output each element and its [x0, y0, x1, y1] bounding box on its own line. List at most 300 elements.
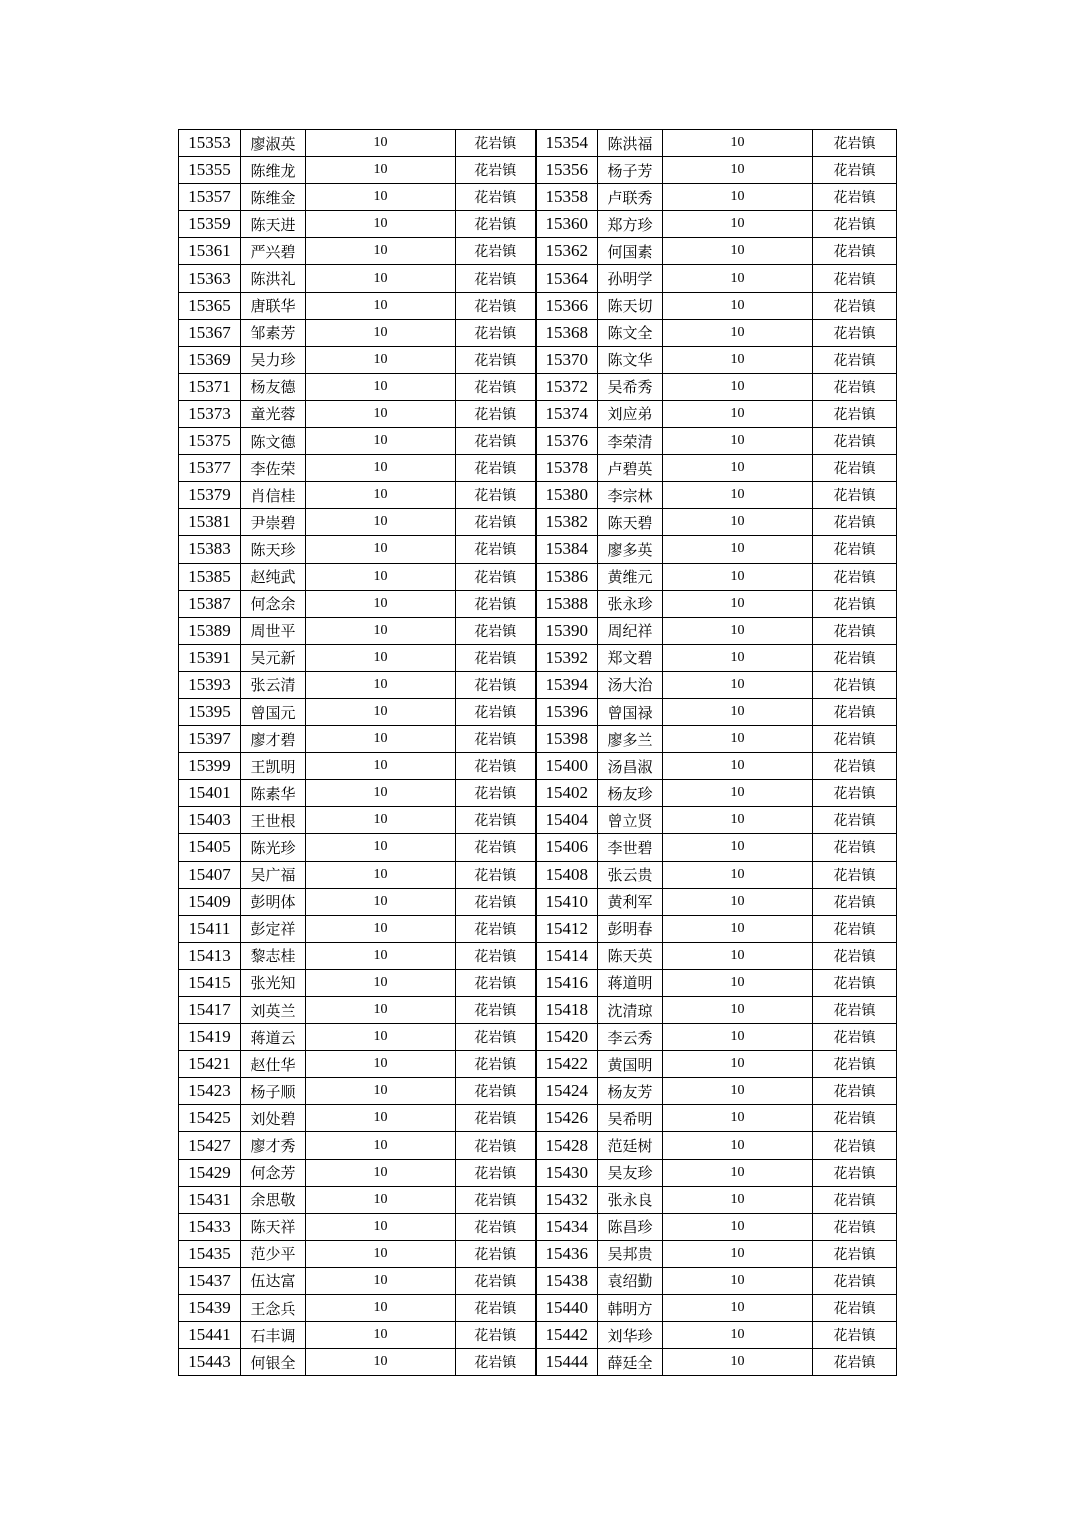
left-record-id-cell: 15387 — [179, 590, 241, 617]
left-person-name-cell: 邹素芳 — [241, 319, 306, 346]
right-record-id-cell: 15386 — [536, 563, 598, 590]
right-town-cell: 花岩镇 — [813, 861, 897, 888]
left-amount-cell: 10 — [306, 1267, 456, 1294]
right-person-name-cell: 薛廷全 — [598, 1349, 663, 1376]
table-row — [179, 1105, 897, 1132]
right-person-name-cell: 陈天切 — [598, 292, 663, 319]
right-amount-cell: 10 — [663, 346, 813, 373]
left-record-id-cell: 15419 — [179, 1024, 241, 1051]
left-town-cell: 花岩镇 — [456, 482, 536, 509]
right-record-id-cell: 15370 — [536, 346, 598, 373]
right-person-name-cell: 刘华珍 — [598, 1322, 663, 1349]
left-amount-cell: 10 — [306, 1132, 456, 1159]
table-row — [179, 1078, 897, 1105]
table-row — [179, 997, 897, 1024]
table-row — [179, 590, 897, 617]
right-town-cell: 花岩镇 — [813, 1051, 897, 1078]
table-row — [179, 563, 897, 590]
left-amount-cell: 10 — [306, 671, 456, 698]
table-row — [179, 834, 897, 861]
right-town-cell: 花岩镇 — [813, 346, 897, 373]
right-person-name-cell: 曾国禄 — [598, 698, 663, 725]
right-record-id-cell: 15432 — [536, 1186, 598, 1213]
left-record-id-cell: 15357 — [179, 184, 241, 211]
right-amount-cell: 10 — [663, 211, 813, 238]
right-amount-cell: 10 — [663, 428, 813, 455]
right-record-id-cell: 15358 — [536, 184, 598, 211]
right-amount-cell: 10 — [663, 1105, 813, 1132]
left-town-cell: 花岩镇 — [456, 1213, 536, 1240]
left-person-name-cell: 范少平 — [241, 1240, 306, 1267]
right-person-name-cell: 卢联秀 — [598, 184, 663, 211]
right-record-id-cell: 15364 — [536, 265, 598, 292]
right-town-cell: 花岩镇 — [813, 1132, 897, 1159]
right-record-id-cell: 15420 — [536, 1024, 598, 1051]
table-row — [179, 1322, 897, 1349]
right-person-name-cell: 孙明学 — [598, 265, 663, 292]
right-amount-cell: 10 — [663, 888, 813, 915]
right-amount-cell: 10 — [663, 969, 813, 996]
right-amount-cell: 10 — [663, 292, 813, 319]
right-town-cell: 花岩镇 — [813, 265, 897, 292]
left-person-name-cell: 陈素华 — [241, 780, 306, 807]
right-record-id-cell: 15424 — [536, 1078, 598, 1105]
left-amount-cell: 10 — [306, 969, 456, 996]
left-person-name-cell: 蒋道云 — [241, 1024, 306, 1051]
right-record-id-cell: 15356 — [536, 157, 598, 184]
left-record-id-cell: 15401 — [179, 780, 241, 807]
left-record-id-cell: 15433 — [179, 1213, 241, 1240]
left-town-cell: 花岩镇 — [456, 698, 536, 725]
left-amount-cell: 10 — [306, 292, 456, 319]
right-amount-cell: 10 — [663, 238, 813, 265]
right-amount-cell: 10 — [663, 1159, 813, 1186]
right-amount-cell: 10 — [663, 942, 813, 969]
left-amount-cell: 10 — [306, 211, 456, 238]
right-record-id-cell: 15380 — [536, 482, 598, 509]
table-row — [179, 1051, 897, 1078]
left-town-cell: 花岩镇 — [456, 1295, 536, 1322]
left-person-name-cell: 刘英兰 — [241, 997, 306, 1024]
right-town-cell: 花岩镇 — [813, 563, 897, 590]
right-amount-cell: 10 — [663, 319, 813, 346]
left-amount-cell: 10 — [306, 617, 456, 644]
table-row — [179, 428, 897, 455]
left-person-name-cell: 吴广福 — [241, 861, 306, 888]
right-record-id-cell: 15422 — [536, 1051, 598, 1078]
table-row — [179, 861, 897, 888]
table-row — [179, 509, 897, 536]
left-person-name-cell: 王凯明 — [241, 753, 306, 780]
right-person-name-cell: 陈文华 — [598, 346, 663, 373]
right-amount-cell: 10 — [663, 482, 813, 509]
right-person-name-cell: 吴希秀 — [598, 373, 663, 400]
left-record-id-cell: 15415 — [179, 969, 241, 996]
left-amount-cell: 10 — [306, 509, 456, 536]
right-amount-cell: 10 — [663, 1267, 813, 1294]
right-person-name-cell: 杨友珍 — [598, 780, 663, 807]
left-record-id-cell: 15369 — [179, 346, 241, 373]
right-town-cell: 花岩镇 — [813, 590, 897, 617]
left-person-name-cell: 廖才碧 — [241, 726, 306, 753]
left-amount-cell: 10 — [306, 1159, 456, 1186]
table-row — [179, 1213, 897, 1240]
left-person-name-cell: 廖淑英 — [241, 130, 306, 157]
table-row — [179, 482, 897, 509]
table-row — [179, 292, 897, 319]
right-person-name-cell: 曾立贤 — [598, 807, 663, 834]
right-record-id-cell: 15384 — [536, 536, 598, 563]
left-town-cell: 花岩镇 — [456, 1349, 536, 1376]
right-town-cell: 花岩镇 — [813, 753, 897, 780]
right-record-id-cell: 15402 — [536, 780, 598, 807]
right-amount-cell: 10 — [663, 1132, 813, 1159]
left-record-id-cell: 15363 — [179, 265, 241, 292]
left-person-name-cell: 伍达富 — [241, 1267, 306, 1294]
right-person-name-cell: 廖多英 — [598, 536, 663, 563]
table-row — [179, 1132, 897, 1159]
right-amount-cell: 10 — [663, 997, 813, 1024]
right-town-cell: 花岩镇 — [813, 1159, 897, 1186]
right-town-cell: 花岩镇 — [813, 157, 897, 184]
right-record-id-cell: 15434 — [536, 1213, 598, 1240]
right-town-cell: 花岩镇 — [813, 617, 897, 644]
table-row — [179, 238, 897, 265]
left-amount-cell: 10 — [306, 1295, 456, 1322]
left-town-cell: 花岩镇 — [456, 1267, 536, 1294]
left-town-cell: 花岩镇 — [456, 373, 536, 400]
right-amount-cell: 10 — [663, 400, 813, 427]
left-person-name-cell: 吴力珍 — [241, 346, 306, 373]
left-person-name-cell: 张光知 — [241, 969, 306, 996]
left-town-cell: 花岩镇 — [456, 1078, 536, 1105]
right-amount-cell: 10 — [663, 563, 813, 590]
right-town-cell: 花岩镇 — [813, 698, 897, 725]
left-town-cell: 花岩镇 — [456, 292, 536, 319]
right-person-name-cell: 李宗林 — [598, 482, 663, 509]
left-town-cell: 花岩镇 — [456, 617, 536, 644]
left-amount-cell: 10 — [306, 482, 456, 509]
left-person-name-cell: 何念余 — [241, 590, 306, 617]
left-record-id-cell: 15355 — [179, 157, 241, 184]
right-record-id-cell: 15382 — [536, 509, 598, 536]
right-record-id-cell: 15406 — [536, 834, 598, 861]
left-record-id-cell: 15377 — [179, 455, 241, 482]
table-row — [179, 753, 897, 780]
left-town-cell: 花岩镇 — [456, 184, 536, 211]
left-person-name-cell: 严兴碧 — [241, 238, 306, 265]
left-record-id-cell: 15421 — [179, 1051, 241, 1078]
right-town-cell: 花岩镇 — [813, 834, 897, 861]
left-record-id-cell: 15403 — [179, 807, 241, 834]
left-town-cell: 花岩镇 — [456, 942, 536, 969]
left-person-name-cell: 王念兵 — [241, 1295, 306, 1322]
right-record-id-cell: 15374 — [536, 400, 598, 427]
right-amount-cell: 10 — [663, 455, 813, 482]
right-town-cell: 花岩镇 — [813, 400, 897, 427]
right-town-cell: 花岩镇 — [813, 455, 897, 482]
right-town-cell: 花岩镇 — [813, 536, 897, 563]
left-person-name-cell: 杨子顺 — [241, 1078, 306, 1105]
left-amount-cell: 10 — [306, 184, 456, 211]
right-record-id-cell: 15442 — [536, 1322, 598, 1349]
right-record-id-cell: 15362 — [536, 238, 598, 265]
right-person-name-cell: 张永珍 — [598, 590, 663, 617]
right-town-cell: 花岩镇 — [813, 238, 897, 265]
left-person-name-cell: 廖才秀 — [241, 1132, 306, 1159]
left-record-id-cell: 15413 — [179, 942, 241, 969]
table-row — [179, 726, 897, 753]
left-amount-cell: 10 — [306, 915, 456, 942]
table-row — [179, 1267, 897, 1294]
left-record-id-cell: 15409 — [179, 888, 241, 915]
right-person-name-cell: 刘应弟 — [598, 400, 663, 427]
right-record-id-cell: 15398 — [536, 726, 598, 753]
right-town-cell: 花岩镇 — [813, 1295, 897, 1322]
right-record-id-cell: 15354 — [536, 130, 598, 157]
right-amount-cell: 10 — [663, 780, 813, 807]
left-town-cell: 花岩镇 — [456, 211, 536, 238]
right-person-name-cell: 吴友珍 — [598, 1159, 663, 1186]
left-record-id-cell: 15441 — [179, 1322, 241, 1349]
left-town-cell: 花岩镇 — [456, 1024, 536, 1051]
table-row — [179, 780, 897, 807]
table-row — [179, 346, 897, 373]
right-record-id-cell: 15444 — [536, 1349, 598, 1376]
left-person-name-cell: 陈光珍 — [241, 834, 306, 861]
right-amount-cell: 10 — [663, 184, 813, 211]
right-person-name-cell: 郑方珍 — [598, 211, 663, 238]
right-person-name-cell: 黄利军 — [598, 888, 663, 915]
right-person-name-cell: 陈昌珍 — [598, 1213, 663, 1240]
right-record-id-cell: 15378 — [536, 455, 598, 482]
left-amount-cell: 10 — [306, 157, 456, 184]
table-row — [179, 1186, 897, 1213]
right-person-name-cell: 杨子芳 — [598, 157, 663, 184]
left-person-name-cell: 何念芳 — [241, 1159, 306, 1186]
right-person-name-cell: 黄国明 — [598, 1051, 663, 1078]
right-town-cell: 花岩镇 — [813, 915, 897, 942]
left-town-cell: 花岩镇 — [456, 1051, 536, 1078]
left-person-name-cell: 陈天祥 — [241, 1213, 306, 1240]
right-town-cell: 花岩镇 — [813, 942, 897, 969]
right-town-cell: 花岩镇 — [813, 1213, 897, 1240]
left-person-name-cell: 彭明体 — [241, 888, 306, 915]
left-record-id-cell: 15399 — [179, 753, 241, 780]
left-record-id-cell: 15429 — [179, 1159, 241, 1186]
right-amount-cell: 10 — [663, 536, 813, 563]
right-town-cell: 花岩镇 — [813, 807, 897, 834]
right-amount-cell: 10 — [663, 1051, 813, 1078]
left-amount-cell: 10 — [306, 536, 456, 563]
left-amount-cell: 10 — [306, 373, 456, 400]
left-town-cell: 花岩镇 — [456, 753, 536, 780]
left-record-id-cell: 15389 — [179, 617, 241, 644]
left-town-cell: 花岩镇 — [456, 590, 536, 617]
left-town-cell: 花岩镇 — [456, 319, 536, 346]
right-record-id-cell: 15368 — [536, 319, 598, 346]
table-row — [179, 1349, 897, 1376]
right-record-id-cell: 15366 — [536, 292, 598, 319]
right-record-id-cell: 15404 — [536, 807, 598, 834]
left-person-name-cell: 彭定祥 — [241, 915, 306, 942]
right-person-name-cell: 韩明方 — [598, 1295, 663, 1322]
left-town-cell: 花岩镇 — [456, 780, 536, 807]
right-person-name-cell: 郑文碧 — [598, 644, 663, 671]
left-person-name-cell: 余思敬 — [241, 1186, 306, 1213]
right-amount-cell: 10 — [663, 1240, 813, 1267]
right-record-id-cell: 15392 — [536, 644, 598, 671]
table-row — [179, 1159, 897, 1186]
left-record-id-cell: 15395 — [179, 698, 241, 725]
left-town-cell: 花岩镇 — [456, 834, 536, 861]
right-person-name-cell: 吴希明 — [598, 1105, 663, 1132]
right-record-id-cell: 15408 — [536, 861, 598, 888]
left-amount-cell: 10 — [306, 428, 456, 455]
left-town-cell: 花岩镇 — [456, 536, 536, 563]
left-town-cell: 花岩镇 — [456, 915, 536, 942]
right-record-id-cell: 15372 — [536, 373, 598, 400]
left-person-name-cell: 唐联华 — [241, 292, 306, 319]
left-town-cell: 花岩镇 — [456, 671, 536, 698]
right-record-id-cell: 15436 — [536, 1240, 598, 1267]
table-row — [179, 455, 897, 482]
table-row — [179, 319, 897, 346]
left-amount-cell: 10 — [306, 1240, 456, 1267]
left-amount-cell: 10 — [306, 1051, 456, 1078]
left-person-name-cell: 陈天进 — [241, 211, 306, 238]
left-amount-cell: 10 — [306, 1322, 456, 1349]
left-town-cell: 花岩镇 — [456, 130, 536, 157]
left-person-name-cell: 何银全 — [241, 1349, 306, 1376]
left-record-id-cell: 15381 — [179, 509, 241, 536]
table-row — [179, 130, 897, 157]
right-record-id-cell: 15428 — [536, 1132, 598, 1159]
left-record-id-cell: 15407 — [179, 861, 241, 888]
table-row — [179, 888, 897, 915]
left-record-id-cell: 15397 — [179, 726, 241, 753]
left-town-cell: 花岩镇 — [456, 265, 536, 292]
left-amount-cell: 10 — [306, 807, 456, 834]
right-record-id-cell: 15416 — [536, 969, 598, 996]
right-person-name-cell: 何国素 — [598, 238, 663, 265]
right-town-cell: 花岩镇 — [813, 373, 897, 400]
right-amount-cell: 10 — [663, 265, 813, 292]
left-amount-cell: 10 — [306, 753, 456, 780]
right-amount-cell: 10 — [663, 1295, 813, 1322]
right-amount-cell: 10 — [663, 834, 813, 861]
left-person-name-cell: 赵纯武 — [241, 563, 306, 590]
left-amount-cell: 10 — [306, 130, 456, 157]
right-amount-cell: 10 — [663, 1078, 813, 1105]
left-person-name-cell: 赵仕华 — [241, 1051, 306, 1078]
left-record-id-cell: 15411 — [179, 915, 241, 942]
right-amount-cell: 10 — [663, 590, 813, 617]
right-town-cell: 花岩镇 — [813, 644, 897, 671]
right-amount-cell: 10 — [663, 1322, 813, 1349]
right-person-name-cell: 杨友芳 — [598, 1078, 663, 1105]
right-person-name-cell: 沈清琼 — [598, 997, 663, 1024]
right-town-cell: 花岩镇 — [813, 726, 897, 753]
left-record-id-cell: 15361 — [179, 238, 241, 265]
left-person-name-cell: 陈洪礼 — [241, 265, 306, 292]
left-person-name-cell: 吴元新 — [241, 644, 306, 671]
left-amount-cell: 10 — [306, 455, 456, 482]
left-record-id-cell: 15425 — [179, 1105, 241, 1132]
right-town-cell: 花岩镇 — [813, 428, 897, 455]
left-record-id-cell: 15359 — [179, 211, 241, 238]
right-amount-cell: 10 — [663, 617, 813, 644]
left-record-id-cell: 15367 — [179, 319, 241, 346]
right-amount-cell: 10 — [663, 1349, 813, 1376]
right-amount-cell: 10 — [663, 698, 813, 725]
left-town-cell: 花岩镇 — [456, 509, 536, 536]
left-town-cell: 花岩镇 — [456, 1186, 536, 1213]
right-amount-cell: 10 — [663, 671, 813, 698]
left-town-cell: 花岩镇 — [456, 428, 536, 455]
left-person-name-cell: 童光蓉 — [241, 400, 306, 427]
left-record-id-cell: 15435 — [179, 1240, 241, 1267]
table-row — [179, 211, 897, 238]
table-row — [179, 373, 897, 400]
table-row — [179, 617, 897, 644]
right-record-id-cell: 15390 — [536, 617, 598, 644]
right-record-id-cell: 15400 — [536, 753, 598, 780]
right-town-cell: 花岩镇 — [813, 1186, 897, 1213]
right-record-id-cell: 15438 — [536, 1267, 598, 1294]
right-town-cell: 花岩镇 — [813, 1105, 897, 1132]
left-amount-cell: 10 — [306, 834, 456, 861]
right-record-id-cell: 15396 — [536, 698, 598, 725]
left-record-id-cell: 15437 — [179, 1267, 241, 1294]
right-person-name-cell: 张云贵 — [598, 861, 663, 888]
right-amount-cell: 10 — [663, 1213, 813, 1240]
right-town-cell: 花岩镇 — [813, 888, 897, 915]
right-person-name-cell: 吴邦贵 — [598, 1240, 663, 1267]
left-person-name-cell: 张云清 — [241, 671, 306, 698]
table-row — [179, 698, 897, 725]
right-person-name-cell: 汤昌淑 — [598, 753, 663, 780]
left-amount-cell: 10 — [306, 888, 456, 915]
left-amount-cell: 10 — [306, 238, 456, 265]
table-row — [179, 184, 897, 211]
left-town-cell: 花岩镇 — [456, 888, 536, 915]
right-town-cell: 花岩镇 — [813, 780, 897, 807]
right-amount-cell: 10 — [663, 157, 813, 184]
right-town-cell: 花岩镇 — [813, 211, 897, 238]
left-record-id-cell: 15375 — [179, 428, 241, 455]
left-town-cell: 花岩镇 — [456, 238, 536, 265]
right-town-cell: 花岩镇 — [813, 292, 897, 319]
right-person-name-cell: 周纪祥 — [598, 617, 663, 644]
right-town-cell: 花岩镇 — [813, 1078, 897, 1105]
left-record-id-cell: 15431 — [179, 1186, 241, 1213]
left-town-cell: 花岩镇 — [456, 1105, 536, 1132]
left-person-name-cell: 陈天珍 — [241, 536, 306, 563]
right-town-cell: 花岩镇 — [813, 1240, 897, 1267]
left-person-name-cell: 尹崇碧 — [241, 509, 306, 536]
left-amount-cell: 10 — [306, 346, 456, 373]
table-row — [179, 400, 897, 427]
right-record-id-cell: 15412 — [536, 915, 598, 942]
left-amount-cell: 10 — [306, 1349, 456, 1376]
left-town-cell: 花岩镇 — [456, 726, 536, 753]
left-town-cell: 花岩镇 — [456, 346, 536, 373]
right-record-id-cell: 15410 — [536, 888, 598, 915]
right-record-id-cell: 15360 — [536, 211, 598, 238]
right-town-cell: 花岩镇 — [813, 130, 897, 157]
left-person-name-cell: 周世平 — [241, 617, 306, 644]
